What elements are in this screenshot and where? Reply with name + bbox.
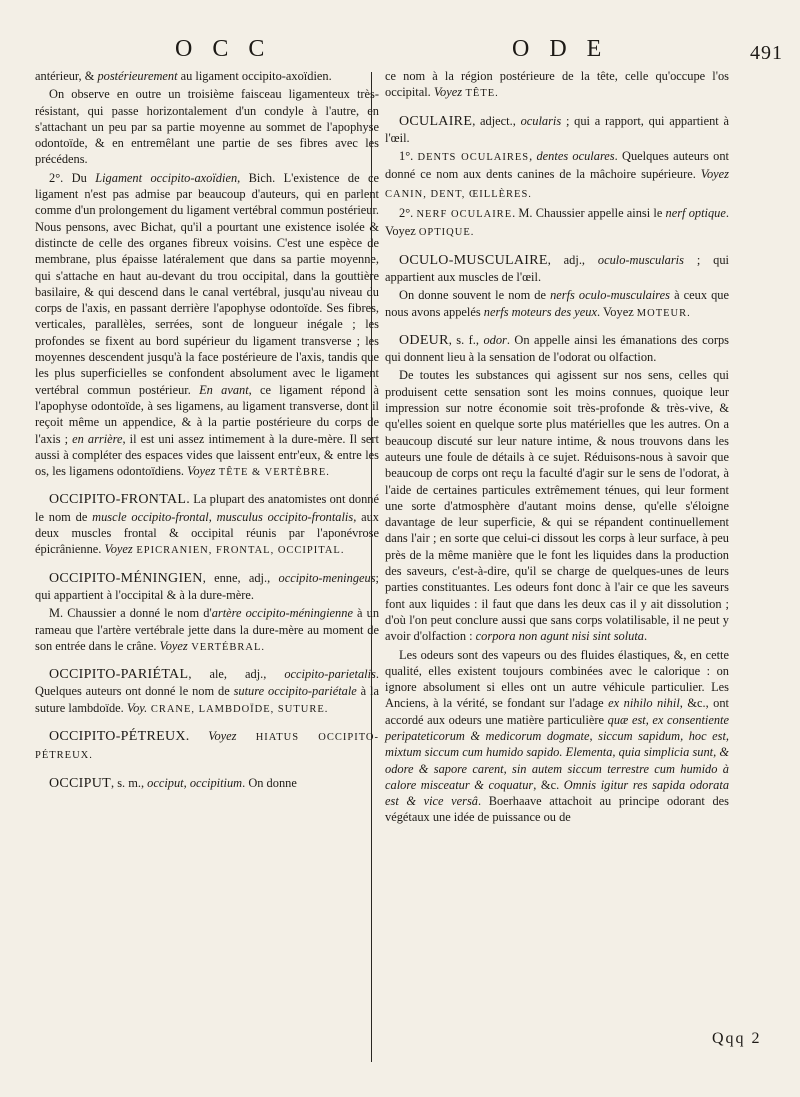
- left-column: [35, 68, 379, 794]
- paragraph: On donne souvent le nom de nerfs oculo-musculaires à ceux que nous avons appelés nerfs moteurs des yeux. Voyez MOTEUR.: [385, 288, 729, 319]
- entry-odeur: ODEUR, s. f., odor. On appelle ainsi les émanations des corps qui donnent lieu à la sensation de l'odorat ou olfaction.: [385, 332, 729, 365]
- headword: OCULAIRE: [399, 113, 473, 129]
- paragraph: 2°. Du Ligament occipito-axoïdien, Bich. L'existence de ce ligament n'est pas admise par beaucoup d'auteurs, qui en parlent comme d'un prolongement du ligament vertébral commun postérieur. Nous pensons, avec Bichat, qu'il a pourtant une existence isolée & distincte de celle des organes fibreux voisins. C'est une espèce de membrane, plus épaisse latéralement que dans sa partie moyenne, qui s'attache en haut au-devant du trou occipital, dans la gouttière basilaire, & qui descend dans le canal vertébral, jusqu'au niveau du corps de l'axis, en passant derrière l'apophyse odontoïde. Ses fibres, verticales, parallèles, serrées, sont de longueur inégale ; les profondes se fixent au bord supérieur du ligament transverse ; les moyennes descendent jusqu'à la face postérieure de l'axis, tandis que les plus superficielles se confondent absolument avec le ligament vertébral commun postérieur. En avant, ce ligament répond à l'apophyse odontoïde, à ses ligamens, au ligament transverse, dont il reçoit même un appendice, & à la partie postérieure du corps de l'axis ; en arrière, il est uni assez intimement à la dure-mère. Il sert aussi à compléter des espaces vides que laissent entr'eux, & entre les os, les ligamens odontoïdiens. Voyez TÊTE & VERTÈBRE.: [35, 170, 380, 479]
- headword: OCCIPITO-MÉNINGIEN: [49, 570, 203, 586]
- entry-occipito-meningien: OCCIPITO-MÉNINGIEN, enne, adj., occipito-meningeus; qui appartient à l'occipital & à la dure-mère.: [35, 570, 379, 602]
- paragraph: De toutes les substances qui agissent sur nos sens, celles qui produisent cette sensation sont les moins connues, quoique leur impression sur notre économie soit très-profonde & très-vive, & qu'elles soient en quelque sorte plus matérielles que les autres. On a beaucoup discuté sur leur nature intime, & nous trouvons dans les auteurs une foule de détails à ce sujet. Réduisons-nous à savoir que beaucoup de corps ont reçu la faculté d'agir sur le sens de l'odorat, à l'aide de certaines particules extrêmement ténues, qui leur forment une sorte d'atmosphère d'autant moins dense, qu'elle s'éloigne davantage de leur superficie, & qui se répandent continuellement dans l'air ; en sorte que celui-ci dissout les corps à leur surface, à peu près de la même manière que le font les liquides dans la production des saveurs, c'est-à-dire, qu'il se charge de quelques-unes de leurs parties constituantes. Les odeurs font donc à l'air ce que les saveurs font aux liquides : il faut que dans les deux cas il y ait dissolution ; d'où l'on peut conclure aussi que sans corps volatilisable, il ne peut y avoir d'olfaction : corpora non agunt nisi sint soluta.: [385, 368, 729, 644]
- signature-mark: Qqq 2: [712, 1030, 762, 1047]
- entry-occipito-parietal: OCCIPITO-PARIÉTAL, ale, adj., occipito-parietalis. Quelques auteurs ont donné le nom de suture occipito-pariétale à la suture lambdoïde. Voy. CRANE, LAMBDOÏDE, SUTURE.: [35, 667, 380, 715]
- sub-entry-dents-oculaires: 1°. DENTS OCULAIRES, dentes oculares. Quelques auteurs ont donné ce nom aux dents canines de la mâchoire supérieure. Voyez CANIN, DENT, ŒILLÈRES.: [385, 149, 729, 200]
- headword: OCCIPITO-FRONTAL.: [49, 492, 191, 508]
- running-head: [0, 36, 800, 72]
- page-number: 491: [750, 42, 783, 64]
- headword: OCULO-MUSCULAIRE: [399, 252, 548, 268]
- entry-oculaire: OCULAIRE, adject., ocularis ; qui a rapport, qui appartient à l'œil.: [385, 113, 729, 145]
- headword: ODEUR: [399, 332, 449, 348]
- paragraph: On observe en outre un troisième faisceau ligamenteux très-résistant, qui passe horizontalement d'un condyle à l'autre, en s'attachant un peu par sa partie moyenne au sommet de l'apophyse odontoïde, & en entremêlant une partie de ses fibres avec les précédens.: [35, 87, 379, 167]
- entry-occipito-petreux: OCCIPITO-PÉTREUX. Voyez HIATUS OCCIPITO-PÉTREUX.: [35, 728, 379, 762]
- running-head-right: O D E: [512, 36, 609, 62]
- headword: OCCIPITO-PÉTREUX.: [49, 728, 190, 744]
- paragraph-continuation: antérieur, & postérieurement au ligament occipito-axoïdien.: [35, 69, 332, 83]
- paragraph: M. Chaussier a donné le nom d'artère occipito-méningienne à un rameau que l'artère vertébrale jette dans la dure-mère au moment de son entrée dans le crâne. Voyez VERTÉBRAL.: [35, 606, 380, 653]
- entry-oculo-musculaire: OCULO-MUSCULAIRE, adj., oculo-muscularis ; qui appartient aux muscles de l'œil.: [385, 252, 729, 284]
- headword: OCCIPUT: [49, 775, 111, 791]
- running-head-left: O C C: [175, 36, 272, 62]
- entry-occiput: OCCIPUT, s. m., occiput, occipitium. On donne: [49, 775, 297, 791]
- entry-occipito-frontal: OCCIPITO-FRONTAL. La plupart des anatomistes ont donné le nom de muscle occipito-frontal, musculus occipito-frontalis, aux deux muscles frontal & occipital réunis par l'aponévrose épicrânienne. Voyez EPICRANIEN, FRONTAL, OCCIPITAL.: [35, 492, 380, 557]
- sub-entry-nerf-oculaire: 2°. NERF OCULAIRE. M. Chaussier appelle ainsi le nerf optique. Voyez OPTIQUE.: [385, 206, 729, 239]
- right-column: [385, 68, 729, 828]
- paragraph: Les odeurs sont des vapeurs ou des fluides élastiques, &, en cette qualité, elles existent toujours combinées avec le calorique : on ignore absolument si elles ont un autre véhicule particulier. Les Anciens, à la vérité, se fondant sur l'adage ex nihilo nihil, &c., ont accordé aux odeurs une matière particulière quæ est, ex consentiente peripateticorum & medicorum dogmate, siccum sapidum, hoc est, mixtum siccum cum humido sapido. Elementa, quia simplicia sunt, & odore & sapore carent, sin autem siccum terrestre cum humido à calore misceatur & coquatur, &c. Omnis igitur res sapida odorata est & vice versâ. Boerhaave attachoit au principe odorant des végétaux une idée de puissance ou de: [385, 647, 730, 825]
- paragraph-continuation: ce nom à la région postérieure de la tête, celle qu'occupe l'os occipital. Voyez TÊTE.: [385, 69, 729, 100]
- headword: OCCIPITO-PARIÉTAL: [49, 667, 189, 683]
